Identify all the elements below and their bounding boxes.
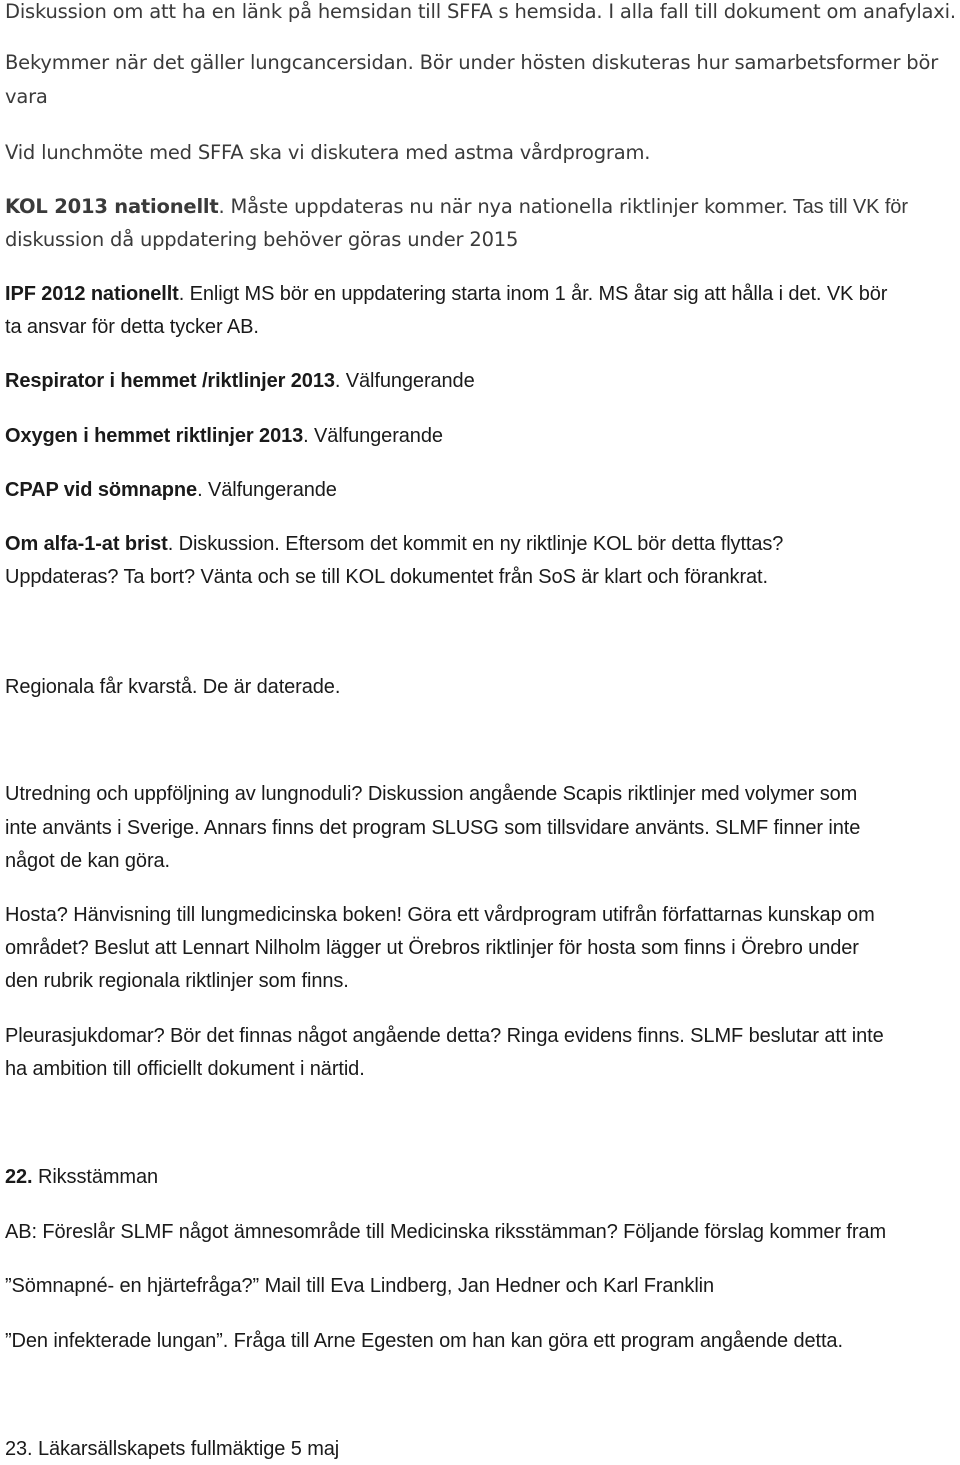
cpap-title: CPAP vid sömnapne <box>5 479 198 501</box>
respirator-text: . Välfungerande <box>334 370 475 392</box>
section-22-title: Riksstämman <box>32 1166 159 1188</box>
cpap-paragraph <box>5 479 956 502</box>
respirator-title: Respirator i hemmet /riktlinjer 2013 <box>5 370 335 392</box>
kol-text-1: . Måste uppdateras nu när nya nationella riktlinjer kommer. <box>218 195 788 218</box>
pleura-line-2: ha ambition till officiellt dokument i närtid. <box>5 1058 365 1080</box>
section-22-heading <box>5 1166 956 1189</box>
utredning-line-1: Utredning och uppföljning av lungnoduli? Diskussion angående Scapis riktlinjer med volymer som <box>5 783 858 805</box>
ipf-paragraph <box>5 283 956 306</box>
hosta-line-2: området? Beslut att Lennart Nilholm lägger ut Örebros riktlinjer för hosta som finns i Örebro under <box>5 937 859 959</box>
intro-line-4: Vid lunchmöte med SFFA ska vi diskutera med astma vårdprogram. <box>5 141 651 164</box>
alfa-paragraph <box>5 533 956 556</box>
regionala-paragraph: Regionala får kvarstå. De är daterade. <box>5 676 341 698</box>
section-22-lung-proposal: ”Den infekterade lungan”. Fråga till Arne Egesten om han kan göra ett program angående detta. <box>5 1330 843 1352</box>
kol-text-2: Tas till VK för <box>787 196 908 218</box>
hosta-line-1: Hosta? Hänvisning till lungmedicinska boken! Göra ett vårdprogram utifrån författarnas kunskap om <box>5 904 875 926</box>
ipf-text-1: . Enligt MS bör en uppdatering starta inom 1 år. MS åtar sig att hålla i det. VK bör <box>178 283 888 305</box>
kol-paragraph <box>5 195 956 219</box>
utredning-line-3: något de kan göra. <box>5 850 170 872</box>
intro-line-2: Bekymmer när det gäller lungcancersidan. Bör under hösten diskuteras hur samarbetsformer bör <box>5 51 939 74</box>
oxygen-title: Oxygen i hemmet riktlinjer 2013 <box>5 425 304 447</box>
respirator-paragraph <box>5 370 956 393</box>
alfa-line-2: Uppdateras? Ta bort? Vänta och se till KOL dokumentet från SoS är klart och förankrat. <box>5 566 768 588</box>
ipf-line-2: ta ansvar för detta tycker AB. <box>5 316 259 338</box>
alfa-text-1: . Diskussion. Eftersom det kommit en ny riktlinje KOL bör detta flyttas? <box>167 533 784 555</box>
kol-line-2: diskussion då uppdatering behöver göras under 2015 <box>5 228 519 251</box>
pleura-line-1: Pleurasjukdomar? Bör det finnas något angående detta? Ringa evidens finns. SLMF beslutar att inte <box>5 1025 884 1047</box>
section-22-ab: AB: Föreslår SLMF något ämnesområde till Medicinska riksstämman? Följande förslag kommer fram <box>5 1221 887 1243</box>
oxygen-paragraph <box>5 425 956 448</box>
intro-line-1: Diskussion om att ha en länk på hemsidan till SFFA s hemsida. I alla fall till dokument om anafylaxi. <box>5 0 956 23</box>
section-23-heading: 23. Läkarsällskapets fullmäktige 5 maj <box>5 1438 340 1460</box>
hosta-line-3: den rubrik regionala riktlinjer som finns. <box>5 970 349 992</box>
alfa-title: Om alfa-1-at brist <box>5 533 168 555</box>
section-22-sleep-proposal: ”Sömnapné- en hjärtefråga?” Mail till Eva Lindberg, Jan Hedner och Karl Franklin <box>5 1275 715 1297</box>
intro-line-3: vara <box>5 85 48 108</box>
utredning-line-2: inte använts i Sverige. Annars finns det program SLUSG som tillsvidare använts. SLMF finner inte <box>5 817 861 839</box>
ipf-title: IPF 2012 nationellt <box>5 283 179 305</box>
section-22-number: 22. <box>5 1166 33 1188</box>
oxygen-text: . Välfungerande <box>303 425 443 447</box>
cpap-text: . Välfungerande <box>197 479 337 501</box>
kol-title: KOL 2013 nationellt <box>5 195 219 218</box>
